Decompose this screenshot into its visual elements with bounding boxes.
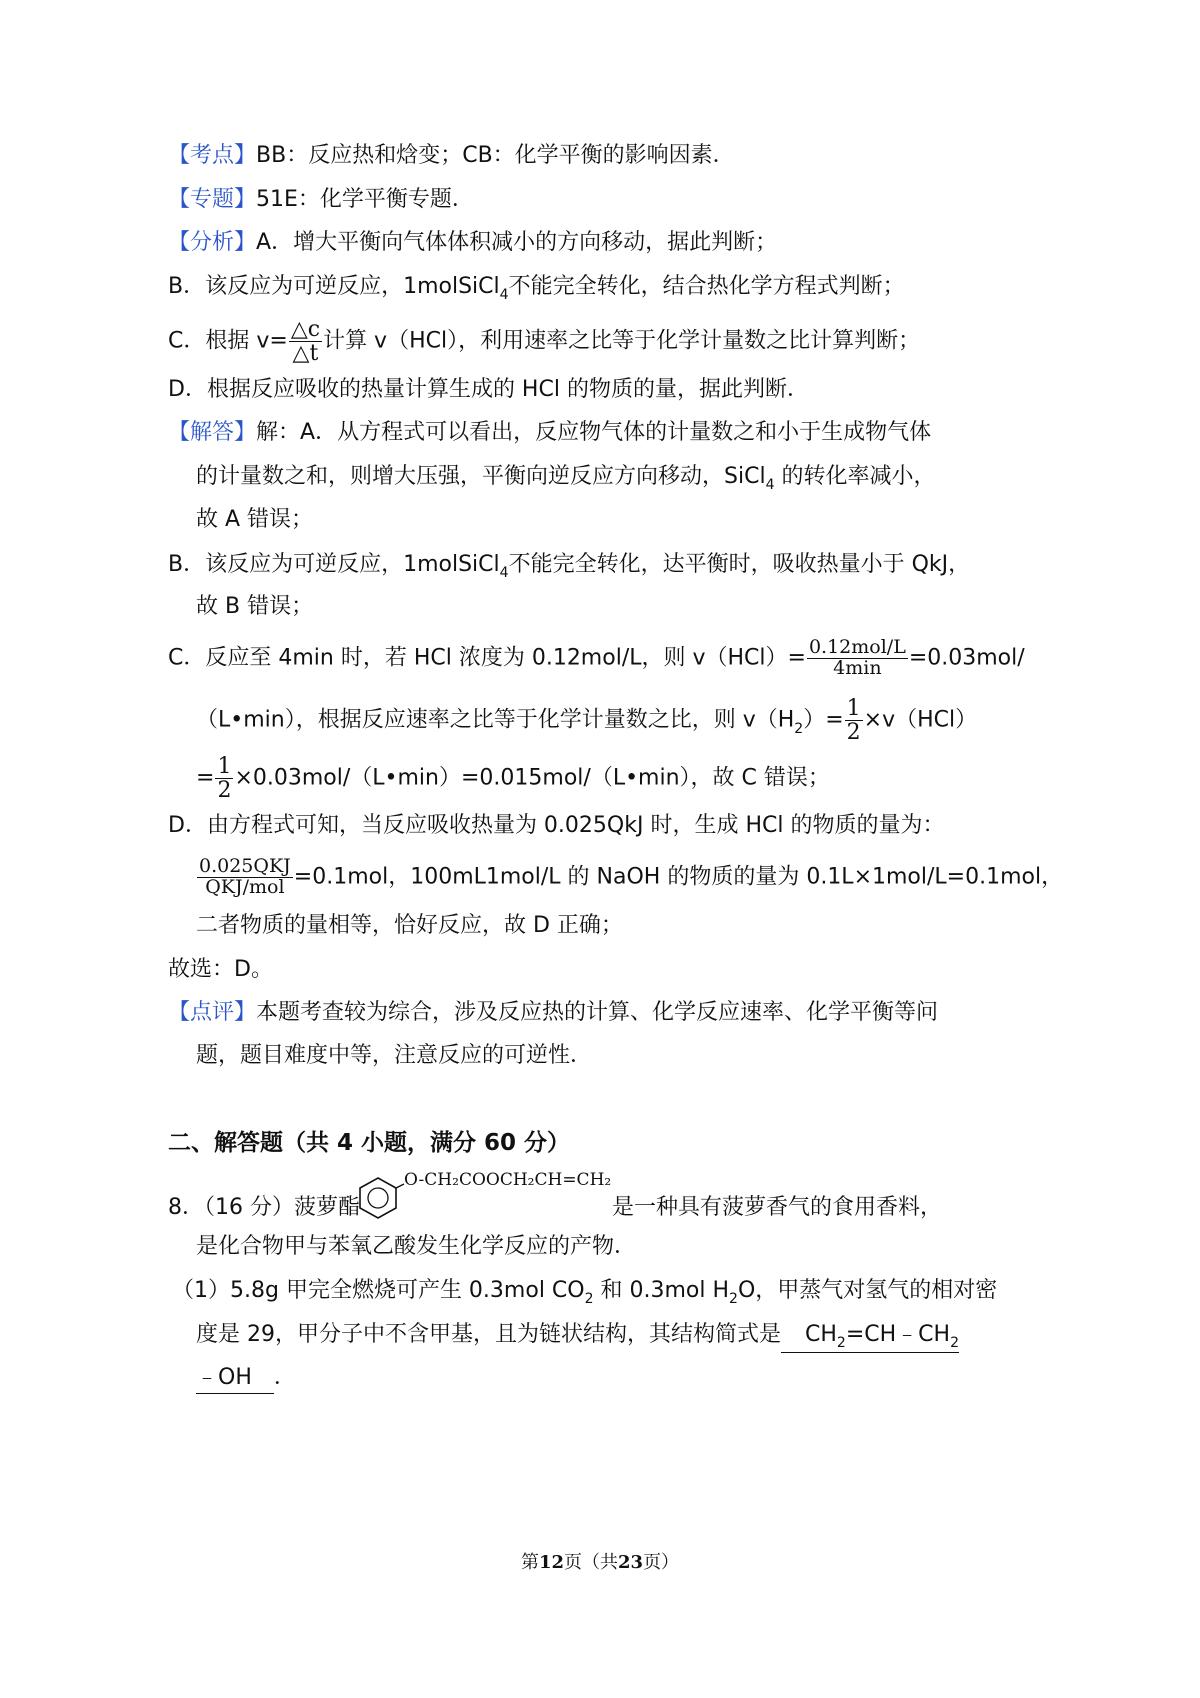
fenxi-d-text: D．根据反应吸收的热量计算生成的 HCl 的物质的量，据此判断． [168,377,809,402]
fenxi-c-line [168,318,920,365]
section-heading [168,1128,570,1158]
jieda-d-calc-text: =0.1mol，100mL1mol/L 的 NaOH 的物质的量为 0.1L×1mol/L=0.1mol， [293,864,1064,890]
question-8-text-end: 是一种具有菠萝香气的食用香料， [612,1195,943,1220]
footer-text: 页） [643,1552,680,1573]
fraction-denominator: 4min [833,656,882,679]
dianping-tag: 【点评】 [168,1000,257,1025]
answer-part: CH [805,1322,837,1347]
zhuanti-text: 51E：化学平衡专题． [256,187,474,212]
fenxi-c-text-end: 计算 v（HCl），利用速率之比等于化学计量数之比计算判断； [323,328,921,354]
jieda-c-result [196,755,830,802]
footer-text: 第 [520,1552,539,1573]
subscript: 2 [950,1335,959,1351]
dianping-text: 本题考查较为综合，涉及反应热的计算、化学反应速率、化学平衡等问 [256,1000,939,1025]
pineapple-ester-structure [352,1168,614,1224]
answer-blank [781,1320,959,1353]
answer-text: 故选：D。 [168,957,273,982]
question-8-cont-text: 是化合物甲与苯氧乙酸发生化学反应的产物． [196,1234,637,1259]
answer-part: ﹣OH [196,1365,252,1390]
fraction-denominator: QKJ/mol [205,875,285,898]
jieda-a-cont-text: 的计量数之和，则增大压强，平衡向逆反应方向移动，SiCl [196,464,766,489]
subquestion-1-text3: O，甲蒸气对氢气的相对密 [737,1278,998,1303]
question-8-line [168,1193,360,1223]
half-fraction [845,697,863,744]
zhuanti-line [168,185,474,215]
jieda-d-end-text: 二者物质的量相等，恰好反应，故 D 正确； [196,913,623,938]
jieda-b-end [196,592,313,622]
subscript: 2 [836,1335,846,1351]
page-total: 23 [618,1552,644,1573]
structure-formula: O-CH₂COOCH₂CH=CH₂ [404,1170,612,1190]
jieda-line [168,418,931,448]
period: ． [273,1365,296,1390]
footer-text: 页（共 [564,1552,618,1573]
subscript: 2 [729,1291,738,1307]
fenxi-text-a: A．增大平衡向气体体积减小的方向移动，据此判断； [256,230,778,255]
question-8-line-end [612,1193,942,1223]
jieda-c-line [168,638,1025,679]
jieda-d-line [168,811,944,841]
kaodian-tag: 【考点】 [168,143,257,168]
half-fraction-2 [215,755,233,802]
subquestion-1-cont-text: 度是 29，甲分子中不含甲基，且为链状结构，其结构简式是 [196,1322,781,1347]
dianping-cont [196,1041,592,1071]
kaodian-line [168,141,735,171]
answer-line [168,955,273,985]
fraction-numerator: 0.025QKJ [199,855,291,877]
jieda-a-cont [196,462,935,494]
subquestion-1-text2: 和 0.3mol H [593,1278,730,1303]
section-heading-text: 二、解答题（共 4 小题，满分 60 分） [168,1130,571,1156]
fraction-denominator: 2 [846,720,861,746]
fenxi-c-text: C．根据 v= [168,328,288,354]
fraction-numerator: 1 [217,754,232,779]
fenxi-tag: 【分析】 [168,230,257,255]
fenxi-b-text-end: 不能完全转化，结合热化学方程式判断； [508,274,905,299]
page-number: 12 [538,1552,564,1573]
jieda-text-a: 解：A．从方程式可以看出，反应物气体的计量数之和小于生成物气体 [256,420,932,445]
zhuanti-tag: 【专题】 [168,187,257,212]
jieda-c-result-text: ×0.03mol/（L•min）=0.015mol/（L•min），故 C 错误； [234,765,830,791]
fenxi-b-text: B．该反应为可逆反应，1molSiCl [168,274,500,299]
concentration-fraction [807,638,908,679]
heat-fraction [197,857,293,898]
dianping-line [168,998,938,1028]
jieda-b-line [168,550,970,582]
jieda-c-cont-text2: ）= [803,707,844,733]
jieda-c-text: C．反应至 4min 时，若 HCl 浓度为 0.12mol/L，则 v（HCl）= [168,645,806,671]
subscript: 2 [794,720,804,737]
subscript: 4 [765,477,775,493]
page-footer [0,1548,1200,1574]
jieda-d-text: D．由方程式可知，当反应吸收热量为 0.025QkJ 时，生成 HCl 的物质的量为： [168,813,945,838]
answer-blank-end [196,1363,274,1394]
jieda-d-calc [196,857,1063,898]
jieda-b-end-text: 故 B 错误； [196,594,314,619]
jieda-a-end [196,505,313,535]
rate-fraction [289,318,322,365]
subquestion-1-text: （1）5.8g 甲完全燃烧可产生 0.3mol CO [172,1278,585,1303]
jieda-c-cont-end: ×v（HCl） [863,707,978,733]
kaodian-text: BB：反应热和焓变；CB：化学平衡的影响因素． [256,143,735,168]
fenxi-line [168,228,777,258]
answer-part: =CH﹣CH [845,1322,951,1347]
question-8-cont [196,1232,636,1262]
fraction-numerator: 1 [846,696,861,721]
subscript: 4 [499,287,509,303]
jieda-c-cont-text: （L•min），根据反应速率之比等于化学计量数之比，则 v（H [196,707,795,733]
subscript: 4 [499,565,509,581]
fraction-denominator: △t [292,341,319,367]
fraction-denominator: 2 [217,778,232,804]
jieda-c-cont [196,697,977,744]
jieda-c-text-end: =0.03mol/ [908,645,1025,671]
subquestion-1-cont [196,1320,959,1353]
subscript: 2 [584,1291,594,1307]
dianping-cont-text: 题，题目难度中等，注意反应的可逆性． [196,1043,593,1068]
jieda-a-end-text: 故 A 错误； [196,507,314,532]
jieda-a-cont-end: 的转化率减小， [774,464,936,489]
equals-sign: = [196,765,215,791]
fenxi-b-line [168,272,905,304]
question-8-text: 8．（16 分）菠萝酯 [168,1195,360,1220]
subquestion-1-line [172,1276,997,1308]
jieda-tag: 【解答】 [168,420,257,445]
fenxi-d-line [168,375,809,405]
subquestion-1-answer-end [196,1363,296,1394]
jieda-b-text-end: 不能完全转化，达平衡时，吸收热量小于 QkJ， [508,552,971,577]
jieda-b-text: B．该反应为可逆反应，1molSiCl [168,552,500,577]
jieda-d-end [196,911,623,941]
fraction-numerator: △c [290,317,321,342]
fraction-numerator: 0.12mol/L [808,636,906,658]
